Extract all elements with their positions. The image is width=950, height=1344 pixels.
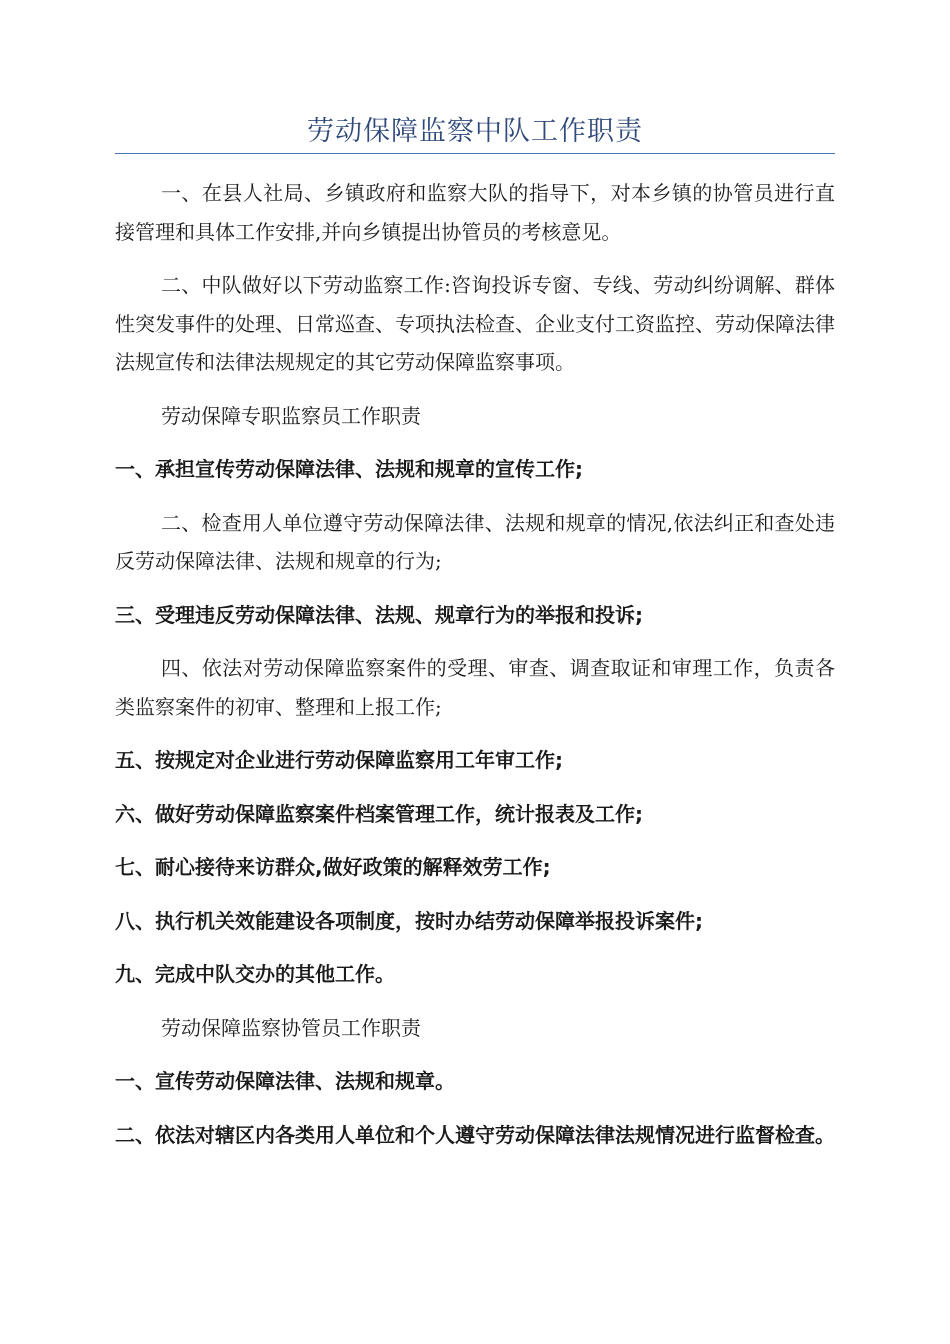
paragraph-inspector-duty-8: 八、执行机关效能建设各项制度，按时办结劳动保障举报投诉案件; (115, 908, 703, 933)
document-title: 劳动保障监察中队工作职责 (307, 116, 643, 147)
section-heading-assistant: 劳动保障监察协管员工作职责 (161, 1015, 421, 1040)
paragraph-inspector-duty-9: 九、完成中队交办的其他工作。 (115, 962, 395, 986)
paragraph-squad-duty-1: 一、在县人社局、乡镇政府和监察大队的指导下，对本乡镇的协管员进行直接管理和具体工作安排,并向乡镇提出协管员的考核意见。 (115, 181, 835, 244)
paragraph-inspector-duty-4: 四、依法对劳动保障监察案件的受理、审查、调查取证和审理工作，负责各类监察案件的初审、整理和上报工作; (115, 656, 835, 719)
section-heading-full-time-inspector: 劳动保障专职监察员工作职责 (161, 403, 421, 428)
paragraph-inspector-duty-7: 七、耐心接待来访群众,做好政策的解释效劳工作; (115, 855, 551, 879)
document-body (115, 174, 835, 1169)
paragraph-inspector-duty-3: 三、受理违反劳动保障法律、法规、规章行为的举报和投诉; (115, 602, 643, 627)
paragraph-assistant-duty-2: 二、依法对辖区内各类用人单位和个人遵守劳动保障法律法规情况进行监督检查。 (115, 1122, 835, 1147)
paragraph-squad-duty-2: 二、中队做好以下劳动监察工作:咨询投诉专窗、专线、劳动纠纷调解、群体性突发事件的处理、日常巡查、专项执法检查、企业支付工资监控、劳动保障法律法规宣传和法律法规规定的其它劳动保障监察事项。 (115, 273, 835, 374)
paragraph-inspector-duty-2: 二、检查用人单位遵守劳动保障法律、法规和规章的情况,依法纠正和查处违反劳动保障法律、法规和规章的行为; (115, 510, 835, 573)
paragraph-assistant-duty-1: 一、宣传劳动保障法律、法规和规章。 (115, 1069, 455, 1093)
paragraph-inspector-duty-5: 五、按规定对企业进行劳动保障监察用工年审工作; (115, 748, 563, 772)
title-underline (115, 153, 835, 154)
paragraph-inspector-duty-1: 一、承担宣传劳动保障法律、法规和规章的宣传工作; (115, 457, 583, 481)
paragraph-inspector-duty-6: 六、做好劳动保障监察案件档案管理工作，统计报表及工作; (115, 801, 643, 826)
